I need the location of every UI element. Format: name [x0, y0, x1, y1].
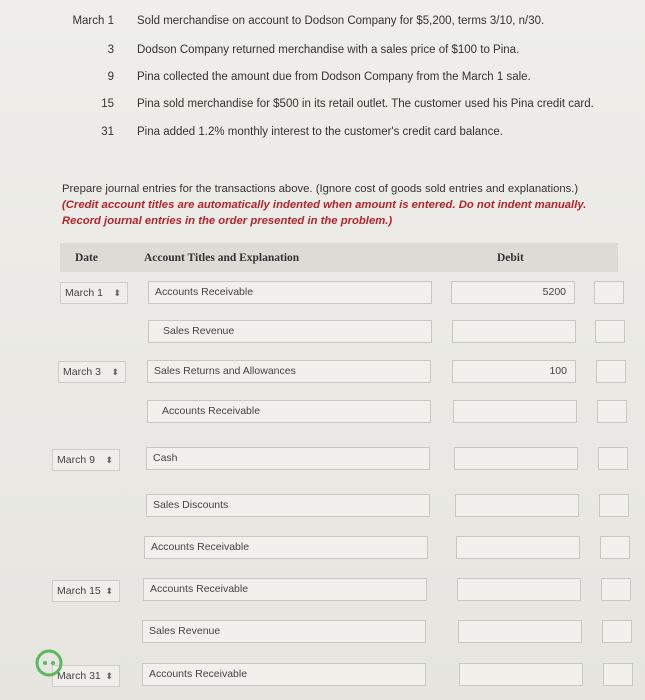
instructions-emphasis: (Credit account titles are automatically indented when amount is entered. Do not indent manually. Record journal entries in the order presented in the problem.): [62, 199, 587, 227]
credit-input[interactable]: [602, 620, 632, 643]
debit-input[interactable]: [456, 536, 580, 559]
credit-input[interactable]: [594, 281, 624, 304]
debit-input[interactable]: [455, 494, 579, 517]
date-select-march-3[interactable]: [58, 361, 126, 383]
date-select-value: March 3: [63, 366, 101, 378]
date-column-header: Date: [75, 252, 98, 264]
transaction-text: Sold merchandise on account to Dodson Company for $5,200, terms 3/10, n/30.: [137, 15, 545, 27]
credit-input[interactable]: [601, 578, 631, 601]
debit-input[interactable]: [452, 320, 576, 343]
account-input[interactable]: Sales Returns and Allowances: [147, 360, 431, 383]
date-select-march-9[interactable]: [52, 449, 120, 471]
transaction-text: Dodson Company returned merchandise with a sales price of $100 to Pina.: [137, 44, 520, 56]
debit-input[interactable]: [454, 447, 578, 470]
account-input[interactable]: Accounts Receivable: [147, 400, 431, 423]
account-input[interactable]: Accounts Receivable: [143, 578, 427, 601]
debit-input[interactable]: [458, 620, 582, 643]
date-select-march-1[interactable]: [60, 282, 128, 304]
account-input[interactable]: Accounts Receivable: [148, 281, 432, 304]
date-select-value: March 9: [57, 454, 95, 466]
chevron-updown-icon: ⬍: [105, 586, 113, 596]
transaction-date: 9: [107, 71, 114, 83]
transaction-date: 31: [101, 126, 114, 138]
transaction-text: Pina sold merchandise for $500 in its retail outlet. The customer used his Pina credit card.: [137, 98, 594, 110]
date-select-march-15[interactable]: [52, 580, 120, 602]
instructions-text: Prepare journal entries for the transactions above. (Ignore cost of goods sold entries and explanations.): [62, 183, 579, 195]
date-select-value: March 1: [65, 287, 103, 299]
transaction-date: March 1: [72, 15, 114, 27]
date-select-value: March 31: [57, 670, 101, 682]
account-input[interactable]: Cash: [146, 447, 430, 470]
account-input[interactable]: Accounts Receivable: [144, 536, 428, 559]
credit-input[interactable]: [598, 447, 628, 470]
grader-logo-icon: [34, 648, 64, 678]
debit-input[interactable]: [459, 663, 583, 686]
transaction-date: 15: [101, 98, 114, 110]
account-input[interactable]: Accounts Receivable: [142, 663, 426, 686]
debit-column-header: Debit: [497, 252, 524, 264]
account-column-header: Account Titles and Explanation: [144, 252, 300, 264]
credit-input[interactable]: [597, 400, 627, 423]
transaction-date: 3: [107, 44, 114, 56]
transaction-text: Pina added 1.2% monthly interest to the customer's credit card balance.: [137, 126, 503, 138]
credit-input[interactable]: [603, 663, 633, 686]
chevron-updown-icon: ⬍: [105, 455, 113, 465]
credit-input[interactable]: [595, 320, 625, 343]
account-input[interactable]: Sales Discounts: [146, 494, 430, 517]
chevron-updown-icon: ⬍: [111, 367, 119, 377]
credit-input[interactable]: [599, 494, 629, 517]
debit-input[interactable]: 100: [452, 360, 576, 383]
date-select-value: March 15: [57, 585, 101, 597]
debit-input[interactable]: 5200: [451, 281, 575, 304]
chevron-updown-icon: ⬍: [105, 671, 113, 681]
chevron-updown-icon: ⬍: [113, 288, 121, 298]
debit-input[interactable]: [453, 400, 577, 423]
credit-input[interactable]: [596, 360, 626, 383]
account-input[interactable]: Sales Revenue: [148, 320, 432, 343]
debit-input[interactable]: [457, 578, 581, 601]
transaction-text: Pina collected the amount due from Dodson Company from the March 1 sale.: [137, 71, 531, 83]
instructions: [62, 181, 622, 229]
journal-table-header: [60, 243, 618, 272]
account-input[interactable]: Sales Revenue: [142, 620, 426, 643]
credit-input[interactable]: [600, 536, 630, 559]
